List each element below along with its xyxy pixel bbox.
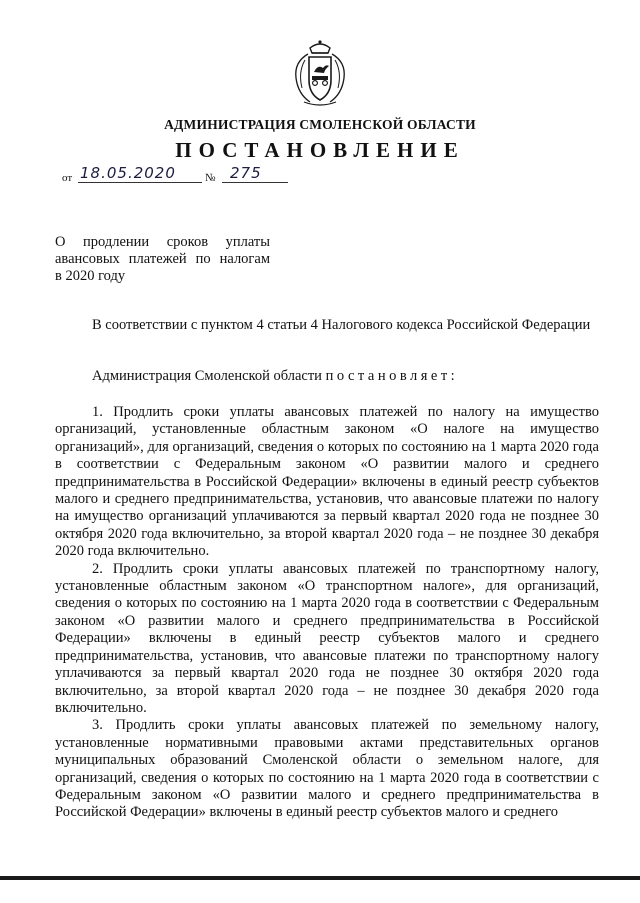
- agency-name: АДМИНИСТРАЦИЯ СМОЛЕНСКОЙ ОБЛАСТИ: [164, 117, 476, 132]
- document-type-title: ПОСТАНОВЛЕНИЕ: [175, 138, 465, 162]
- scan-border-bar: [0, 876, 640, 880]
- resolution-subject: Администрация Смоленской области: [92, 368, 322, 384]
- document-subject: [55, 234, 270, 285]
- number-prefix-label: №: [205, 172, 216, 184]
- coat-of-arms-icon: [288, 38, 352, 108]
- date-underline: [78, 182, 202, 183]
- resolution-clause-section: [55, 368, 599, 385]
- number-underline: [222, 182, 288, 183]
- resolution-item-1: 1. Продлить сроки уплаты авансовых платежей по налогу на имущество организаций, установленные областным законом «О налоге на имущество организаций», для организаций, сведения о которых по состоянию на 1 марта 2020 года в соответствии с Федеральным законом «О развитии малого и среднего предпринимательства в Российской Федерации» включены в единый реестр субъектов малого и среднего предпринимательства, установив, что авансовые платежи по налогу на имущество организаций уплачиваются за первый квартал 2020 года не позднее 30 октября 2020 года включительно, за второй квартал 2020 года – не позднее 30 декабря 2020 года включительно.: [55, 404, 599, 560]
- date-prefix-label: от: [62, 172, 73, 184]
- document-number: 275: [230, 164, 262, 182]
- resolution-verb: постановляет:: [325, 368, 459, 384]
- legal-basis-paragraph: В соответствии с пунктом 4 статьи 4 Налогового кодекса Российской Федерации: [92, 317, 591, 333]
- subject-line: в 2020 году: [55, 268, 126, 284]
- document-date: 18.05.2020: [80, 164, 176, 182]
- resolution-clause-paragraph: [55, 368, 599, 385]
- subject-line: О продлении сроков уплаты: [55, 234, 270, 250]
- resolution-item-3: 3. Продлить сроки уплаты авансовых платежей по земельному налогу, установленные нормативными правовыми актами представительных органов муниципальных образований Смоленской области о земельном налоге, для организаций, сведения о которых по состоянию на 1 марта 2020 года в соответствии с Федеральным законом «О развитии малого и среднего предпринимательства в Российской Федерации» включены в единый реестр субъектов малого и среднего: [55, 717, 599, 821]
- resolution-items: [55, 404, 599, 822]
- legal-basis-section: [55, 317, 599, 334]
- resolution-item-2: 2. Продлить сроки уплаты авансовых платежей по транспортному налогу, установленные областным законом «О транспортном налоге», для организаций, сведения о которых по состоянию на 1 марта 2020 года в соответствии с Федеральным законом «О развитии малого и среднего предпринимательства в Российской Федерации» включены в единый реестр субъектов малого и среднего предпринимательства, установив, что авансовые платежи по транспортному налогу уплачиваются за первый квартал 2020 года не позднее 30 октября 2020 года включительно, за второй квартал 2020 года – не позднее 30 декабря 2020 года включительно.: [55, 560, 599, 716]
- subject-line: авансовых платежей по налогам: [55, 251, 270, 267]
